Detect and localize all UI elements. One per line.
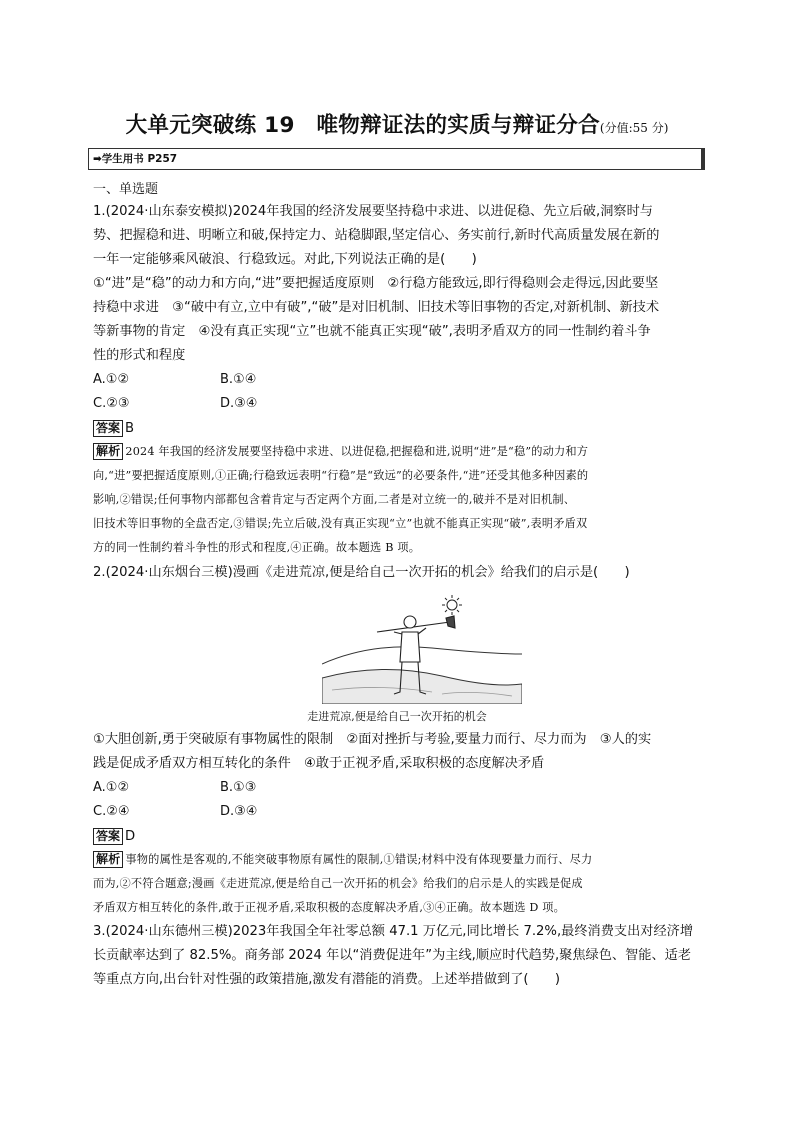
q2-answer [93, 827, 713, 847]
q2-option-b: B.①③ [220, 780, 257, 795]
cartoon-image [322, 592, 522, 704]
q1-answer [93, 419, 713, 439]
q2-statement-line: ①大胆创新,勇于突破原有事物属性的限制 ②面对挫折与考验,要量力而行、尽力而为 ③人的实 [93, 732, 652, 747]
q1-stem-line: 一年一定能够乘风破浪、行稳致远。对此,下列说法正确的是( ) [93, 252, 477, 267]
title-score: (分值:55 分) [599, 121, 669, 135]
cartoon-caption: 走进荒凉,便是给自己一次开拓的机会 [307, 710, 487, 723]
q3-stem-line: 长贡献率达到了 82.5%。商务部 2024 年以“消费促进年”为主线,顺应时代趋势,聚焦绿色、智能、适老 [93, 948, 692, 963]
q2-option-c: C.②④ [93, 804, 130, 819]
q2-analysis-line [93, 850, 713, 870]
answer-tag: 答案 [93, 828, 123, 845]
textbook-reference-bar: ➡学生用书 P257 [88, 148, 705, 170]
q2-option-a: A.①② [93, 780, 130, 795]
q1-statement-line: ①“进”是“稳”的动力和方向,“进”要把握适度原则 ②行稳方能致远,即行得稳则会走得远,因此要坚 [93, 276, 659, 291]
q1-statement-line: 性的形式和程度 [93, 348, 186, 363]
q2-option-d: D.③④ [220, 804, 258, 819]
analysis-tag: 解析 [93, 443, 123, 460]
section-heading: 一、单选题 [93, 182, 159, 197]
q1-stem-line: 1.(2024·山东泰安模拟)2024年我国的经济发展要坚持稳中求进、以进促稳、先立后破,洞察时与 [93, 204, 653, 219]
q2-analysis-text: 事物的属性是客观的,不能突破事物原有属性的限制,①错误;材料中没有体现要量力而行、尽力 [125, 853, 593, 866]
q1-option-c: C.②③ [93, 396, 130, 411]
q1-option-d: D.③④ [220, 396, 258, 411]
q1-analysis-line [93, 442, 713, 462]
q1-analysis-text: 2024 年我国的经济发展要坚持稳中求进、以进促稳,把握稳和进,说明“进”是“稳”的动力和方 [125, 445, 589, 458]
q1-option-b: B.①④ [220, 372, 257, 387]
q1-statement-line: 持稳中求进 ③“破中有立,立中有破”,“破”是对旧机制、旧技术等旧事物的否定,对新机制、新技术 [93, 300, 660, 315]
answer-tag: 答案 [93, 420, 123, 437]
q1-analysis-line: 向,“进”要把握适度原则,①正确;行稳致远表明“行稳”是“致远”的必要条件,“进”还受其他多种因素的 [93, 469, 589, 482]
q1-stem-line: 势、把握稳和进、明晰立和破,保持定力、站稳脚跟,坚定信心、务实前行,新时代高质量发展在新的 [93, 228, 660, 243]
page-title [0, 108, 794, 139]
q3-stem-line: 等重点方向,出台针对性强的政策措施,激发有潜能的消费。上述举措做到了( ) [93, 972, 561, 987]
q3-stem-line: 3.(2024·山东德州三模)2023年我国全年社零总额 47.1 万亿元,同比增长 7.2%,最终消费支出对经济增 [93, 924, 694, 939]
q2-stem: 2.(2024·山东烟台三模)漫画《走进荒凉,便是给自己一次开拓的机会》给我们的启示是( ) [93, 565, 630, 580]
q2-analysis-line: 而为,②不符合题意;漫画《走进荒凉,便是给自己一次开拓的机会》给我们的启示是人的实践是促成 [93, 877, 583, 890]
q2-analysis-line: 矛盾双方相互转化的条件,敢于正视矛盾,采取积极的态度解决矛盾,③④正确。故本题选 D 项。 [93, 901, 566, 914]
q1-analysis-line: 旧技术等旧事物的全盘否定,③错误;先立后破,没有真正实现“立”也就不能真正实现“破”,表明矛盾双 [93, 517, 588, 530]
q1-analysis-line: 方的同一性制约着斗争性的形式和程度,④正确。故本题选 B 项。 [93, 541, 421, 554]
sun-icon [442, 595, 462, 615]
q2-statement-line: 践是促成矛盾双方相互转化的条件 ④敢于正视矛盾,采取积极的态度解决矛盾 [93, 756, 545, 771]
q1-statement-line: 等新事物的肯定 ④没有真正实现“立”也就不能真正实现“破”,表明矛盾双方的同一性制约着斗争 [93, 324, 651, 339]
q1-answer-value: B [125, 421, 135, 436]
q1-option-a: A.①② [93, 372, 130, 387]
analysis-tag: 解析 [93, 851, 123, 868]
title-main: 大单元突破练 19 唯物辩证法的实质与辩证分合 [125, 113, 600, 138]
q1-analysis-line: 影响,②错误;任何事物内部都包含着肯定与否定两个方面,二者是对立统一的,破并不是对旧机制、 [93, 493, 576, 506]
q2-answer-value: D [125, 829, 136, 844]
